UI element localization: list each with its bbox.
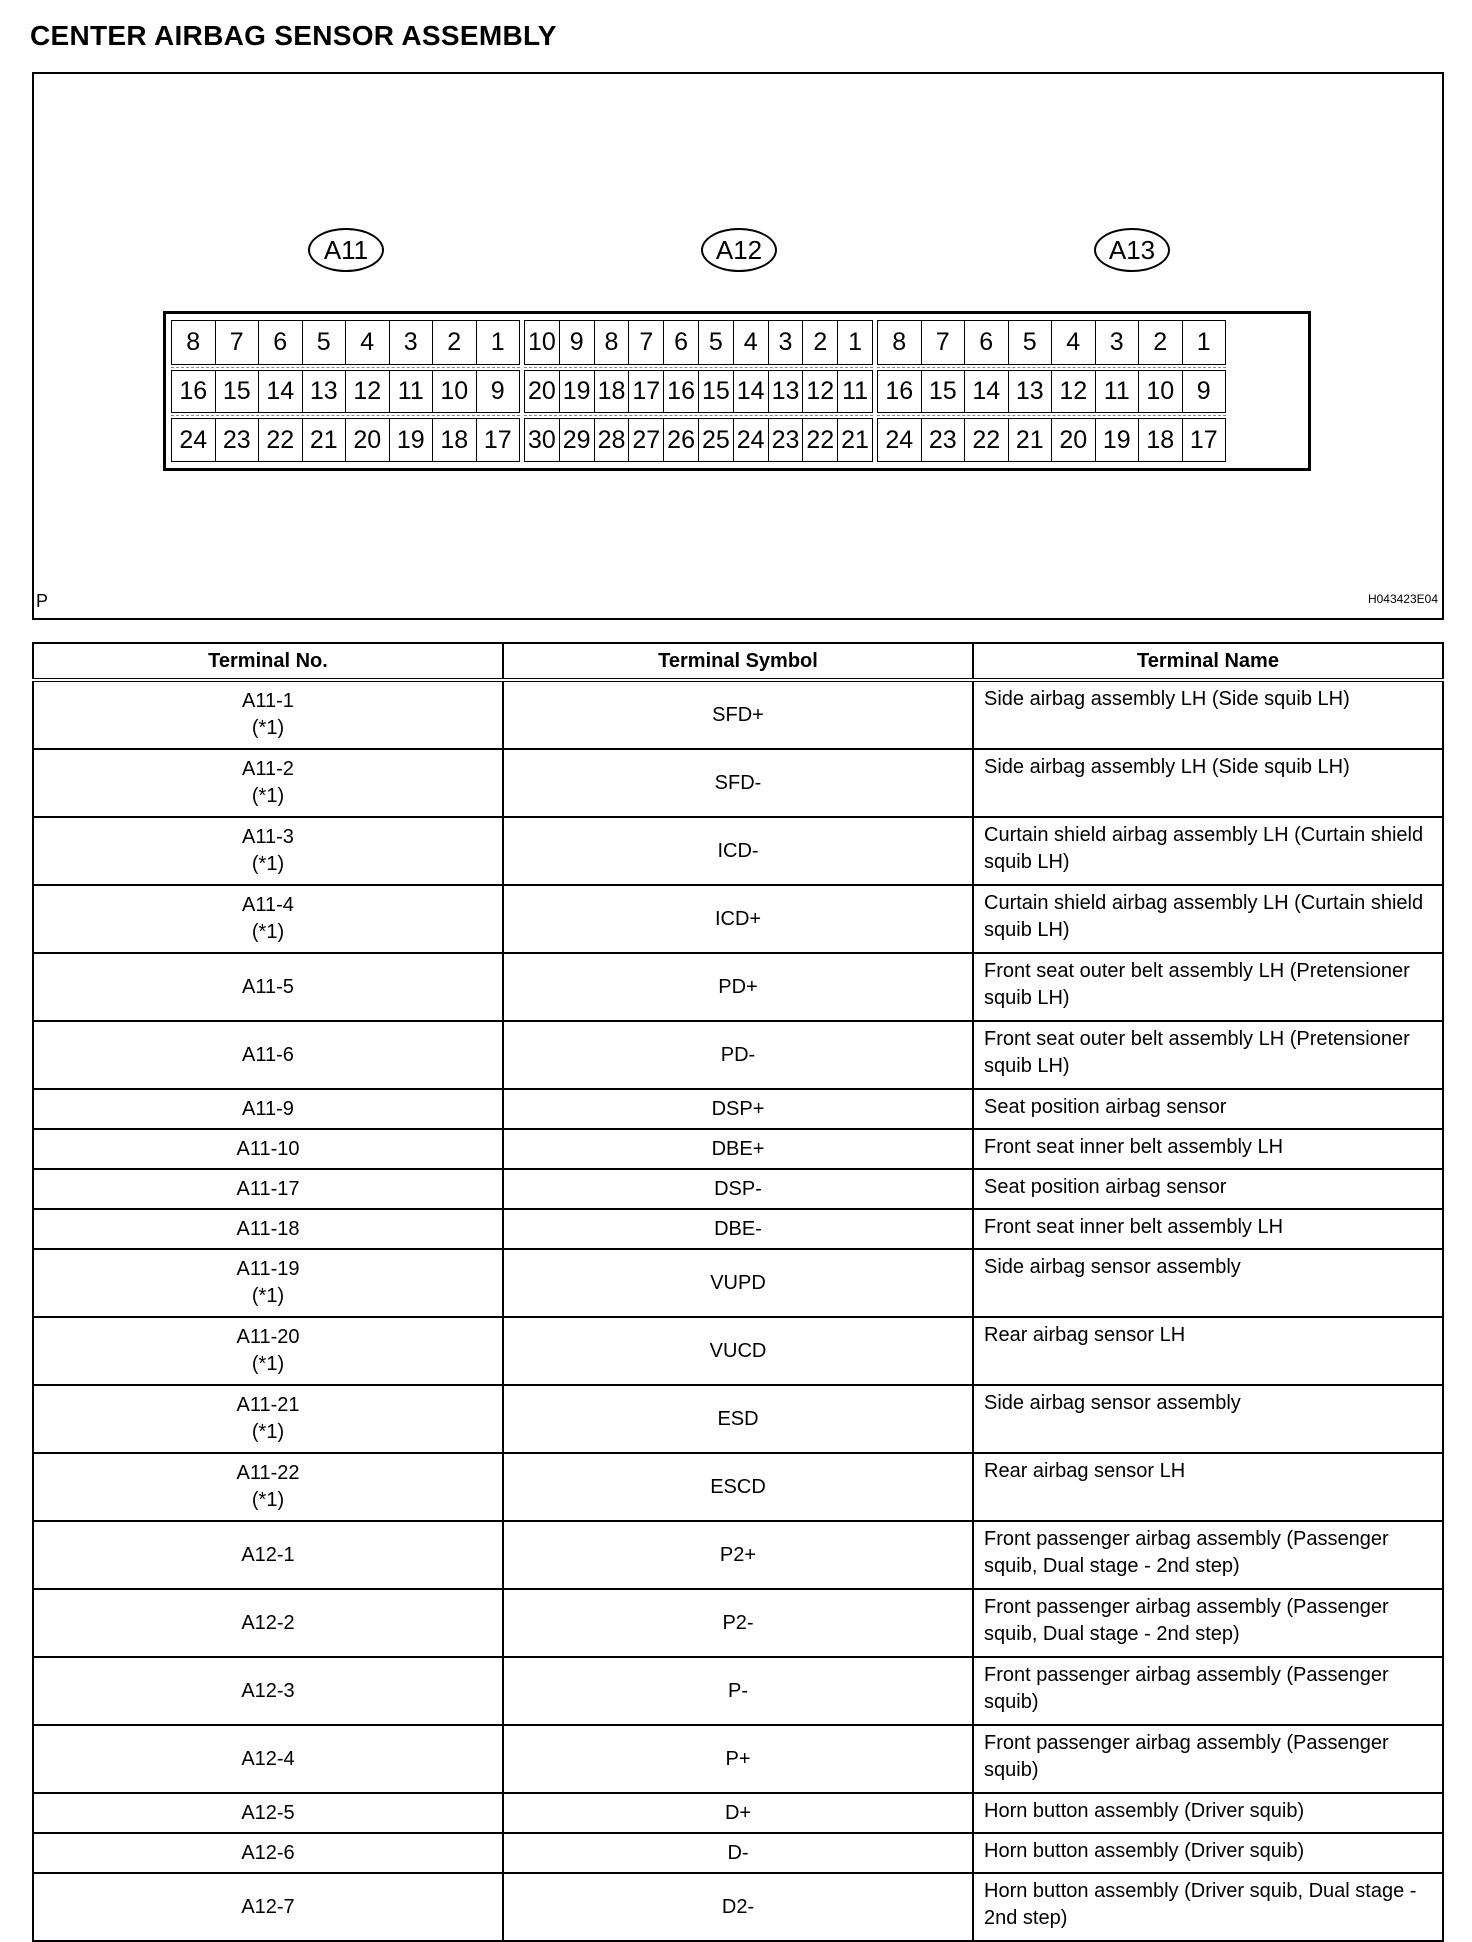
pin-number: 11 bbox=[1096, 370, 1140, 414]
terminal-name: Curtain shield airbag assembly LH (Curtain shield squib LH) bbox=[973, 885, 1443, 953]
table-row bbox=[33, 1589, 1443, 1657]
pin-number: 21 bbox=[1009, 418, 1053, 462]
pin-number: 12 bbox=[346, 370, 390, 414]
table-row bbox=[33, 1169, 1443, 1209]
pin-number: 18 bbox=[595, 370, 630, 414]
pin-number: 9 bbox=[560, 320, 595, 365]
table-row bbox=[33, 680, 1443, 749]
pin-number: 3 bbox=[1096, 320, 1140, 365]
terminal-name: Front passenger airbag assembly (Passenger squib) bbox=[973, 1725, 1443, 1793]
terminal-no: A11-21 bbox=[236, 1394, 300, 1416]
pin-number: 1 bbox=[838, 320, 873, 365]
pin-number: 19 bbox=[390, 418, 434, 462]
terminal-name: Seat position airbag sensor bbox=[973, 1089, 1443, 1129]
terminal-no-cell bbox=[33, 749, 503, 817]
pin-number: 10 bbox=[1139, 370, 1183, 414]
pin-number: 16 bbox=[171, 370, 216, 414]
pin-number: 22 bbox=[803, 418, 838, 462]
terminal-no-cell bbox=[33, 1725, 503, 1793]
terminal-no-cell bbox=[33, 885, 503, 953]
pin-number: 14 bbox=[734, 370, 769, 414]
terminal-symbol: D- bbox=[503, 1833, 973, 1873]
connector-label-a11: A11 bbox=[308, 228, 384, 272]
pin-number: 7 bbox=[629, 320, 664, 365]
pin-number: 3 bbox=[390, 320, 434, 365]
pin-number: 18 bbox=[1139, 418, 1183, 462]
connector-block-a11 bbox=[171, 318, 520, 464]
figure-code: H043423E04 bbox=[1367, 592, 1438, 606]
terminal-symbol: P+ bbox=[503, 1725, 973, 1793]
terminal-note: (*1) bbox=[251, 921, 285, 943]
terminal-name: Side airbag assembly LH (Side squib LH) bbox=[973, 680, 1443, 749]
table-row bbox=[33, 749, 1443, 817]
pin-number: 8 bbox=[877, 320, 922, 365]
connector-label-a12: A12 bbox=[701, 228, 777, 272]
pin-number: 5 bbox=[699, 320, 734, 365]
pin-number: 20 bbox=[524, 370, 560, 414]
terminal-name: Side airbag sensor assembly bbox=[973, 1385, 1443, 1453]
terminal-symbol: PD+ bbox=[503, 953, 973, 1021]
header-terminal-symbol: Terminal Symbol bbox=[503, 643, 973, 680]
terminal-name: Horn button assembly (Driver squib, Dual stage - 2nd step) bbox=[973, 1873, 1443, 1941]
pin-number: 12 bbox=[803, 370, 838, 414]
pin-number: 17 bbox=[477, 418, 521, 462]
pin-number: 5 bbox=[1009, 320, 1053, 365]
pin-number: 27 bbox=[629, 418, 664, 462]
terminal-name: Curtain shield airbag assembly LH (Curtain shield squib LH) bbox=[973, 817, 1443, 885]
terminal-no: A11-22 bbox=[236, 1462, 300, 1484]
pin-number: 7 bbox=[216, 320, 260, 365]
pin-number: 25 bbox=[699, 418, 734, 462]
terminal-no-cell bbox=[33, 1089, 503, 1129]
pin-number: 6 bbox=[259, 320, 303, 365]
terminal-name: Rear airbag sensor LH bbox=[973, 1317, 1443, 1385]
table-row bbox=[33, 885, 1443, 953]
pin-row bbox=[524, 318, 873, 367]
pin-number: 22 bbox=[259, 418, 303, 462]
terminal-no-cell bbox=[33, 1249, 503, 1317]
terminal-name: Seat position airbag sensor bbox=[973, 1169, 1443, 1209]
terminal-no-cell bbox=[33, 680, 503, 749]
table-row bbox=[33, 1793, 1443, 1833]
terminal-symbol: P2+ bbox=[503, 1521, 973, 1589]
terminal-no-cell bbox=[33, 1873, 503, 1941]
terminal-note: (*1) bbox=[251, 1353, 285, 1375]
table-row bbox=[33, 1129, 1443, 1169]
terminal-symbol: ESCD bbox=[503, 1453, 973, 1521]
pin-number: 14 bbox=[259, 370, 303, 414]
terminal-no-cell bbox=[33, 953, 503, 1021]
connector-block-a13 bbox=[877, 318, 1226, 464]
terminal-symbol: SFD+ bbox=[503, 680, 973, 749]
terminal-no-cell bbox=[33, 1317, 503, 1385]
terminal-no-cell bbox=[33, 1169, 503, 1209]
terminal-no: A12-6 bbox=[241, 1841, 295, 1864]
table-row bbox=[33, 1317, 1443, 1385]
terminal-no: A11-20 bbox=[236, 1326, 300, 1348]
pin-number: 24 bbox=[171, 418, 216, 462]
terminal-note: (*1) bbox=[251, 853, 285, 875]
terminal-table-wrap bbox=[32, 642, 1444, 1942]
terminal-no-cell bbox=[33, 1657, 503, 1725]
terminal-name: Side airbag sensor assembly bbox=[973, 1249, 1443, 1317]
terminal-no: A11-4 bbox=[242, 894, 294, 916]
pin-row bbox=[171, 415, 520, 464]
terminal-no-cell bbox=[33, 1209, 503, 1249]
pin-number: 10 bbox=[433, 370, 477, 414]
terminal-no-cell bbox=[33, 817, 503, 885]
pin-number: 23 bbox=[216, 418, 260, 462]
header-terminal-no: Terminal No. bbox=[33, 643, 503, 680]
terminal-no-cell bbox=[33, 1521, 503, 1589]
pin-number: 18 bbox=[433, 418, 477, 462]
pin-number: 11 bbox=[838, 370, 873, 414]
pin-number: 6 bbox=[965, 320, 1009, 365]
pin-number: 12 bbox=[1052, 370, 1096, 414]
pin-number: 2 bbox=[1139, 320, 1183, 365]
table-row bbox=[33, 1725, 1443, 1793]
terminal-no: A11-3 bbox=[242, 826, 294, 848]
pin-number: 2 bbox=[803, 320, 838, 365]
connector-figure bbox=[32, 72, 1444, 620]
terminal-no: A12-2 bbox=[241, 1611, 295, 1634]
terminal-table bbox=[32, 642, 1444, 1942]
terminal-no-cell bbox=[33, 1833, 503, 1873]
terminal-name: Front passenger airbag assembly (Passenger squib, Dual stage - 2nd step) bbox=[973, 1521, 1443, 1589]
table-row bbox=[33, 1833, 1443, 1873]
terminal-symbol: VUCD bbox=[503, 1317, 973, 1385]
table-row bbox=[33, 1249, 1443, 1317]
pin-number: 4 bbox=[734, 320, 769, 365]
terminal-no: A11-6 bbox=[242, 1043, 294, 1066]
pin-number: 19 bbox=[560, 370, 595, 414]
pin-number: 21 bbox=[303, 418, 347, 462]
pin-number: 23 bbox=[769, 418, 804, 462]
terminal-symbol: DSP- bbox=[503, 1169, 973, 1209]
pin-number: 21 bbox=[838, 418, 873, 462]
terminal-symbol: DBE- bbox=[503, 1209, 973, 1249]
terminal-name: Front seat outer belt assembly LH (Pretensioner squib LH) bbox=[973, 953, 1443, 1021]
pin-number: 9 bbox=[1183, 370, 1227, 414]
connector-label-a13: A13 bbox=[1094, 228, 1170, 272]
terminal-no-cell bbox=[33, 1129, 503, 1169]
terminal-note: (*1) bbox=[251, 1489, 285, 1511]
connector-diagram bbox=[163, 311, 1311, 471]
terminal-symbol: DSP+ bbox=[503, 1089, 973, 1129]
pin-number: 30 bbox=[524, 418, 560, 462]
table-row bbox=[33, 1089, 1443, 1129]
pin-number: 10 bbox=[524, 320, 560, 365]
pin-number: 19 bbox=[1096, 418, 1140, 462]
terminal-note: (*1) bbox=[251, 717, 285, 739]
terminal-no-cell bbox=[33, 1453, 503, 1521]
pin-row bbox=[171, 367, 520, 416]
pin-number: 20 bbox=[346, 418, 390, 462]
terminal-name: Front passenger airbag assembly (Passenger squib, Dual stage - 2nd step) bbox=[973, 1589, 1443, 1657]
pin-row bbox=[524, 367, 873, 416]
pin-number: 13 bbox=[303, 370, 347, 414]
table-header-row bbox=[33, 643, 1443, 680]
table-row bbox=[33, 1521, 1443, 1589]
terminal-symbol: DBE+ bbox=[503, 1129, 973, 1169]
terminal-no: A12-3 bbox=[241, 1679, 295, 1702]
pin-row bbox=[877, 415, 1226, 464]
pin-number: 22 bbox=[965, 418, 1009, 462]
pin-number: 4 bbox=[346, 320, 390, 365]
pin-number: 24 bbox=[734, 418, 769, 462]
table-row bbox=[33, 953, 1443, 1021]
terminal-symbol: D+ bbox=[503, 1793, 973, 1833]
pin-number: 8 bbox=[171, 320, 216, 365]
pin-row bbox=[524, 415, 873, 464]
pin-number: 7 bbox=[922, 320, 966, 365]
terminal-name: Front seat inner belt assembly LH bbox=[973, 1209, 1443, 1249]
terminal-note: (*1) bbox=[251, 1285, 285, 1307]
pin-number: 23 bbox=[922, 418, 966, 462]
pin-number: 2 bbox=[433, 320, 477, 365]
terminal-symbol: ICD+ bbox=[503, 885, 973, 953]
pin-number: 17 bbox=[1183, 418, 1227, 462]
table-row bbox=[33, 1873, 1443, 1941]
terminal-no: A11-5 bbox=[242, 975, 294, 998]
pin-number: 20 bbox=[1052, 418, 1096, 462]
header-terminal-name: Terminal Name bbox=[973, 643, 1443, 680]
terminal-symbol: D2- bbox=[503, 1873, 973, 1941]
terminal-name: Front seat outer belt assembly LH (Pretensioner squib LH) bbox=[973, 1021, 1443, 1089]
terminal-no: A12-1 bbox=[241, 1543, 295, 1566]
terminal-no-cell bbox=[33, 1021, 503, 1089]
terminal-symbol: P- bbox=[503, 1657, 973, 1725]
terminal-symbol: P2- bbox=[503, 1589, 973, 1657]
terminal-name: Side airbag assembly LH (Side squib LH) bbox=[973, 749, 1443, 817]
terminal-name: Rear airbag sensor LH bbox=[973, 1453, 1443, 1521]
terminal-no-cell bbox=[33, 1589, 503, 1657]
terminal-no: A11-9 bbox=[242, 1097, 294, 1120]
pin-number: 8 bbox=[595, 320, 630, 365]
pin-number: 16 bbox=[877, 370, 922, 414]
terminal-no: A12-4 bbox=[241, 1747, 295, 1770]
terminal-no: A11-18 bbox=[236, 1217, 300, 1240]
pin-number: 9 bbox=[477, 370, 521, 414]
terminal-no: A11-17 bbox=[236, 1177, 300, 1200]
terminal-no: A11-19 bbox=[236, 1258, 300, 1280]
terminal-name: Horn button assembly (Driver squib) bbox=[973, 1833, 1443, 1873]
table-row bbox=[33, 1021, 1443, 1089]
table-row bbox=[33, 1453, 1443, 1521]
terminal-name: Horn button assembly (Driver squib) bbox=[973, 1793, 1443, 1833]
terminal-symbol: PD- bbox=[503, 1021, 973, 1089]
pin-number: 28 bbox=[595, 418, 630, 462]
table-row bbox=[33, 1657, 1443, 1725]
pin-number: 14 bbox=[965, 370, 1009, 414]
terminal-no-cell bbox=[33, 1385, 503, 1453]
terminal-no: A12-5 bbox=[241, 1801, 295, 1824]
terminal-name: Front seat inner belt assembly LH bbox=[973, 1129, 1443, 1169]
pin-row bbox=[877, 367, 1226, 416]
pin-number: 15 bbox=[216, 370, 260, 414]
terminal-note: (*1) bbox=[251, 785, 285, 807]
connector-block-a12 bbox=[524, 318, 873, 464]
pin-number: 16 bbox=[664, 370, 699, 414]
pin-number: 17 bbox=[629, 370, 664, 414]
table-row bbox=[33, 1209, 1443, 1249]
table-row bbox=[33, 817, 1443, 885]
pin-number: 29 bbox=[560, 418, 595, 462]
pin-number: 4 bbox=[1052, 320, 1096, 365]
pin-number: 1 bbox=[477, 320, 521, 365]
terminal-symbol: ESD bbox=[503, 1385, 973, 1453]
terminal-note: (*1) bbox=[251, 1421, 285, 1443]
terminal-no: A11-1 bbox=[242, 690, 294, 712]
terminal-symbol: SFD- bbox=[503, 749, 973, 817]
pin-number: 26 bbox=[664, 418, 699, 462]
pin-number: 1 bbox=[1183, 320, 1227, 365]
pin-number: 13 bbox=[769, 370, 804, 414]
terminal-symbol: VUPD bbox=[503, 1249, 973, 1317]
terminal-no-cell bbox=[33, 1793, 503, 1833]
pin-number: 24 bbox=[877, 418, 922, 462]
pin-number: 13 bbox=[1009, 370, 1053, 414]
figure-corner-label: P bbox=[36, 591, 49, 611]
pin-number: 15 bbox=[699, 370, 734, 414]
terminal-name: Front passenger airbag assembly (Passenger squib) bbox=[973, 1657, 1443, 1725]
pin-row bbox=[171, 318, 520, 367]
terminal-no: A11-10 bbox=[236, 1137, 300, 1160]
pin-number: 15 bbox=[922, 370, 966, 414]
terminal-no: A11-2 bbox=[242, 758, 294, 780]
pin-row bbox=[877, 318, 1226, 367]
pin-number: 3 bbox=[769, 320, 804, 365]
pin-number: 11 bbox=[390, 370, 434, 414]
terminal-no: A12-7 bbox=[241, 1895, 295, 1918]
pin-number: 5 bbox=[303, 320, 347, 365]
terminal-symbol: ICD- bbox=[503, 817, 973, 885]
pin-number: 6 bbox=[664, 320, 699, 365]
table-row bbox=[33, 1385, 1443, 1453]
page-title: CENTER AIRBAG SENSOR ASSEMBLY bbox=[30, 20, 557, 51]
